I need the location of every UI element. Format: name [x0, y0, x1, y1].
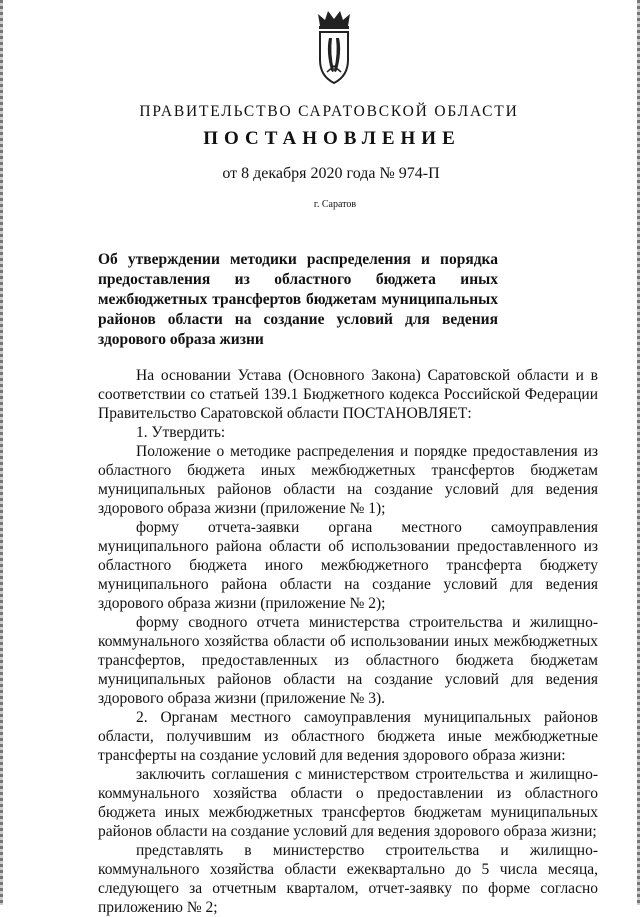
- paragraph: форму сводного отчета министерства строительства и жилищно-коммунального хозяйства области об использовании иных межбюджетных трансфертов, предоставленных из областного бюджета бюджетам муниципальных районов области на создание условий для ведения здорового образа жизни (приложение № 3).: [98, 614, 598, 707]
- paragraph: заключить соглашения с министерством строительства и жилищно-коммунального хозяйства области о предоставлении из областного бюджета иных межбюджетных трансфертов бюджетам муниципальных районов области на создание условий для ведения здорового образа жизни;: [98, 766, 598, 840]
- paragraph: На основании Устава (Основного Закона) Саратовской области и в соответствии со статьей 139.1 Бюджетного кодекса Российской Федерации Правительство Саратовской области ПОСТАНОВЛЯЕТ:: [98, 367, 598, 422]
- paragraph: форму отчета-заявки органа местного самоуправления муниципального района области об использовании предоставленного из областного бюджета иного межбюджетного трансферта бюджету муниципального района области на создание условий для ведения здорового образа жизни (приложение № 2);: [98, 519, 598, 612]
- paragraph: 1. Утвердить:: [136, 424, 226, 441]
- coat-of-arms-emblem: [315, 8, 353, 86]
- paragraph: Положение о методике распределения и порядке предоставления из областного бюджета иных межбюджетных трансфертов бюджетам муниципальных районов области на создание условий для ведения здорового образа жизни (приложение № 1);: [98, 443, 598, 517]
- paragraph: 2. Органам местного самоуправления муниципальных районов области, получившим из областного бюджета иные межбюджетные трансферты на создание условий для ведения здорового образа жизни:: [98, 709, 598, 764]
- organization-name: ПРАВИТЕЛЬСТВО САРАТОВСКОЙ ОБЛАСТИ: [139, 103, 519, 120]
- paragraph: представлять в министерство строительства и жилищно-коммунального хозяйства области ежеквартально до 5 числа месяца, следующего за отчетным кварталом, отчет-заявку по форме согласно приложению № 2;: [98, 842, 598, 916]
- document-body: [98, 366, 598, 917]
- city: г. Саратов: [313, 199, 357, 210]
- document-type: ПОСТАНОВЛЕНИЕ: [203, 128, 461, 149]
- date-and-number: от 8 декабря 2020 года № 974-П: [222, 165, 440, 182]
- resolution-title: Об утверждении методики распределения и порядка предоставления из областного бюджета иных межбюджетных трансфертов бюджетам муниципальных районов области на создание условий для ведения здорового образа жизни: [98, 251, 498, 348]
